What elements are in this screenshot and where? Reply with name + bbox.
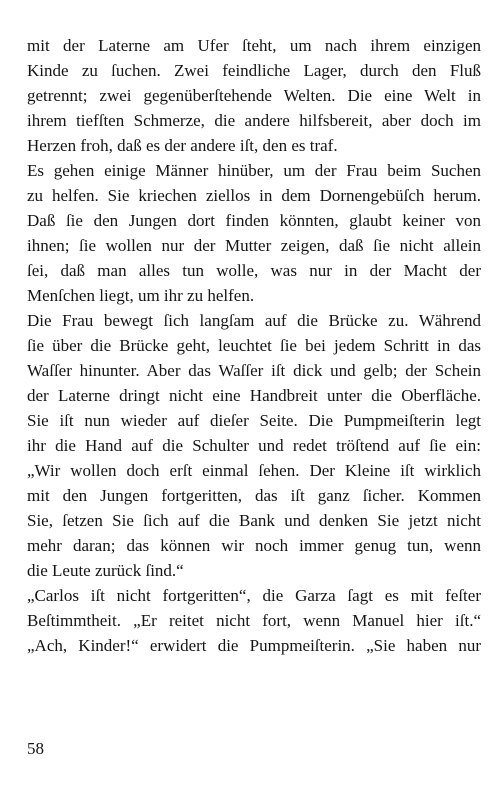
text-line: mit den Jungen fortgeritten, das iſt ganz ſicher. Kommen (27, 486, 481, 505)
text-line: Menſchen liegt, um ihr zu helfen. (27, 286, 255, 305)
text-line: ſie über die Brücke geht, leuchtet ſie bei jedem Schritt in das (27, 336, 481, 355)
text-line: „Wir wollen doch erſt einmal ſehen. Der Kleine iſt wirklich (27, 461, 481, 480)
text-line: ſei, daß man alles tun wolle, was nur in der Macht der (27, 261, 481, 280)
text-line: mehr daran; das können wir noch immer genug tun, wenn (27, 536, 481, 555)
text-line: Kinde zu ſuchen. Zwei feindliche Lager, durch den Fluß (27, 61, 481, 80)
text-line: ihnen; ſie wollen nur der Mutter zeigen, daß ſie nicht allein (27, 236, 481, 255)
text-line: Daß ſie den Jungen dort finden könnten, glaubt keiner von (27, 211, 481, 230)
body-text (27, 33, 481, 658)
text-line: „Carlos iſt nicht fortgeritten“, die Garza ſagt es mit feſter (27, 586, 481, 605)
text-line: Waſſer hinunter. Aber das Waſſer iſt dick und gelb; der Schein (27, 361, 481, 380)
text-line: Es gehen einige Männer hinüber, um der Frau beim Suchen (27, 161, 481, 180)
text-line: getrennt; zwei gegenüberſtehende Welten. Die eine Welt in (27, 86, 481, 105)
text-line: Die Frau bewegt ſich langſam auf die Brücke zu. Während (27, 311, 481, 330)
text-line: ihrem tiefſten Schmerze, die andere hilfsbereit, aber doch im (27, 111, 481, 130)
text-line: „Ach, Kinder!“ erwidert die Pumpmeiſterin. „Sie haben nur (27, 636, 481, 655)
text-line: die Leute zurück ſind.“ (27, 561, 184, 580)
text-line: ihr die Hand auf die Schulter und redet tröſtend auf ſie ein: (27, 436, 481, 455)
text-line: Sie, ſetzen Sie ſich auf die Bank und denken Sie jetzt nicht (27, 511, 481, 530)
text-line: Herzen froh, daß es der andere iſt, den es traf. (27, 136, 338, 155)
text-line: mit der Laterne am Ufer ſteht, um nach ihrem einzigen (27, 36, 481, 55)
text-line: Beſtimmtheit. „Er reitet nicht fort, wenn Manuel hier iſt.“ (27, 611, 481, 630)
text-line: zu helfen. Sie kriechen ziellos in dem Dornengebüſch herum. (27, 186, 481, 205)
text-line: Sie iſt nun wieder auf dieſer Seite. Die Pumpmeiſterin legt (27, 411, 481, 430)
text-line: der Laterne dringt nicht eine Handbreit unter die Oberfläche. (27, 386, 481, 405)
page-number: 58 (27, 739, 44, 758)
